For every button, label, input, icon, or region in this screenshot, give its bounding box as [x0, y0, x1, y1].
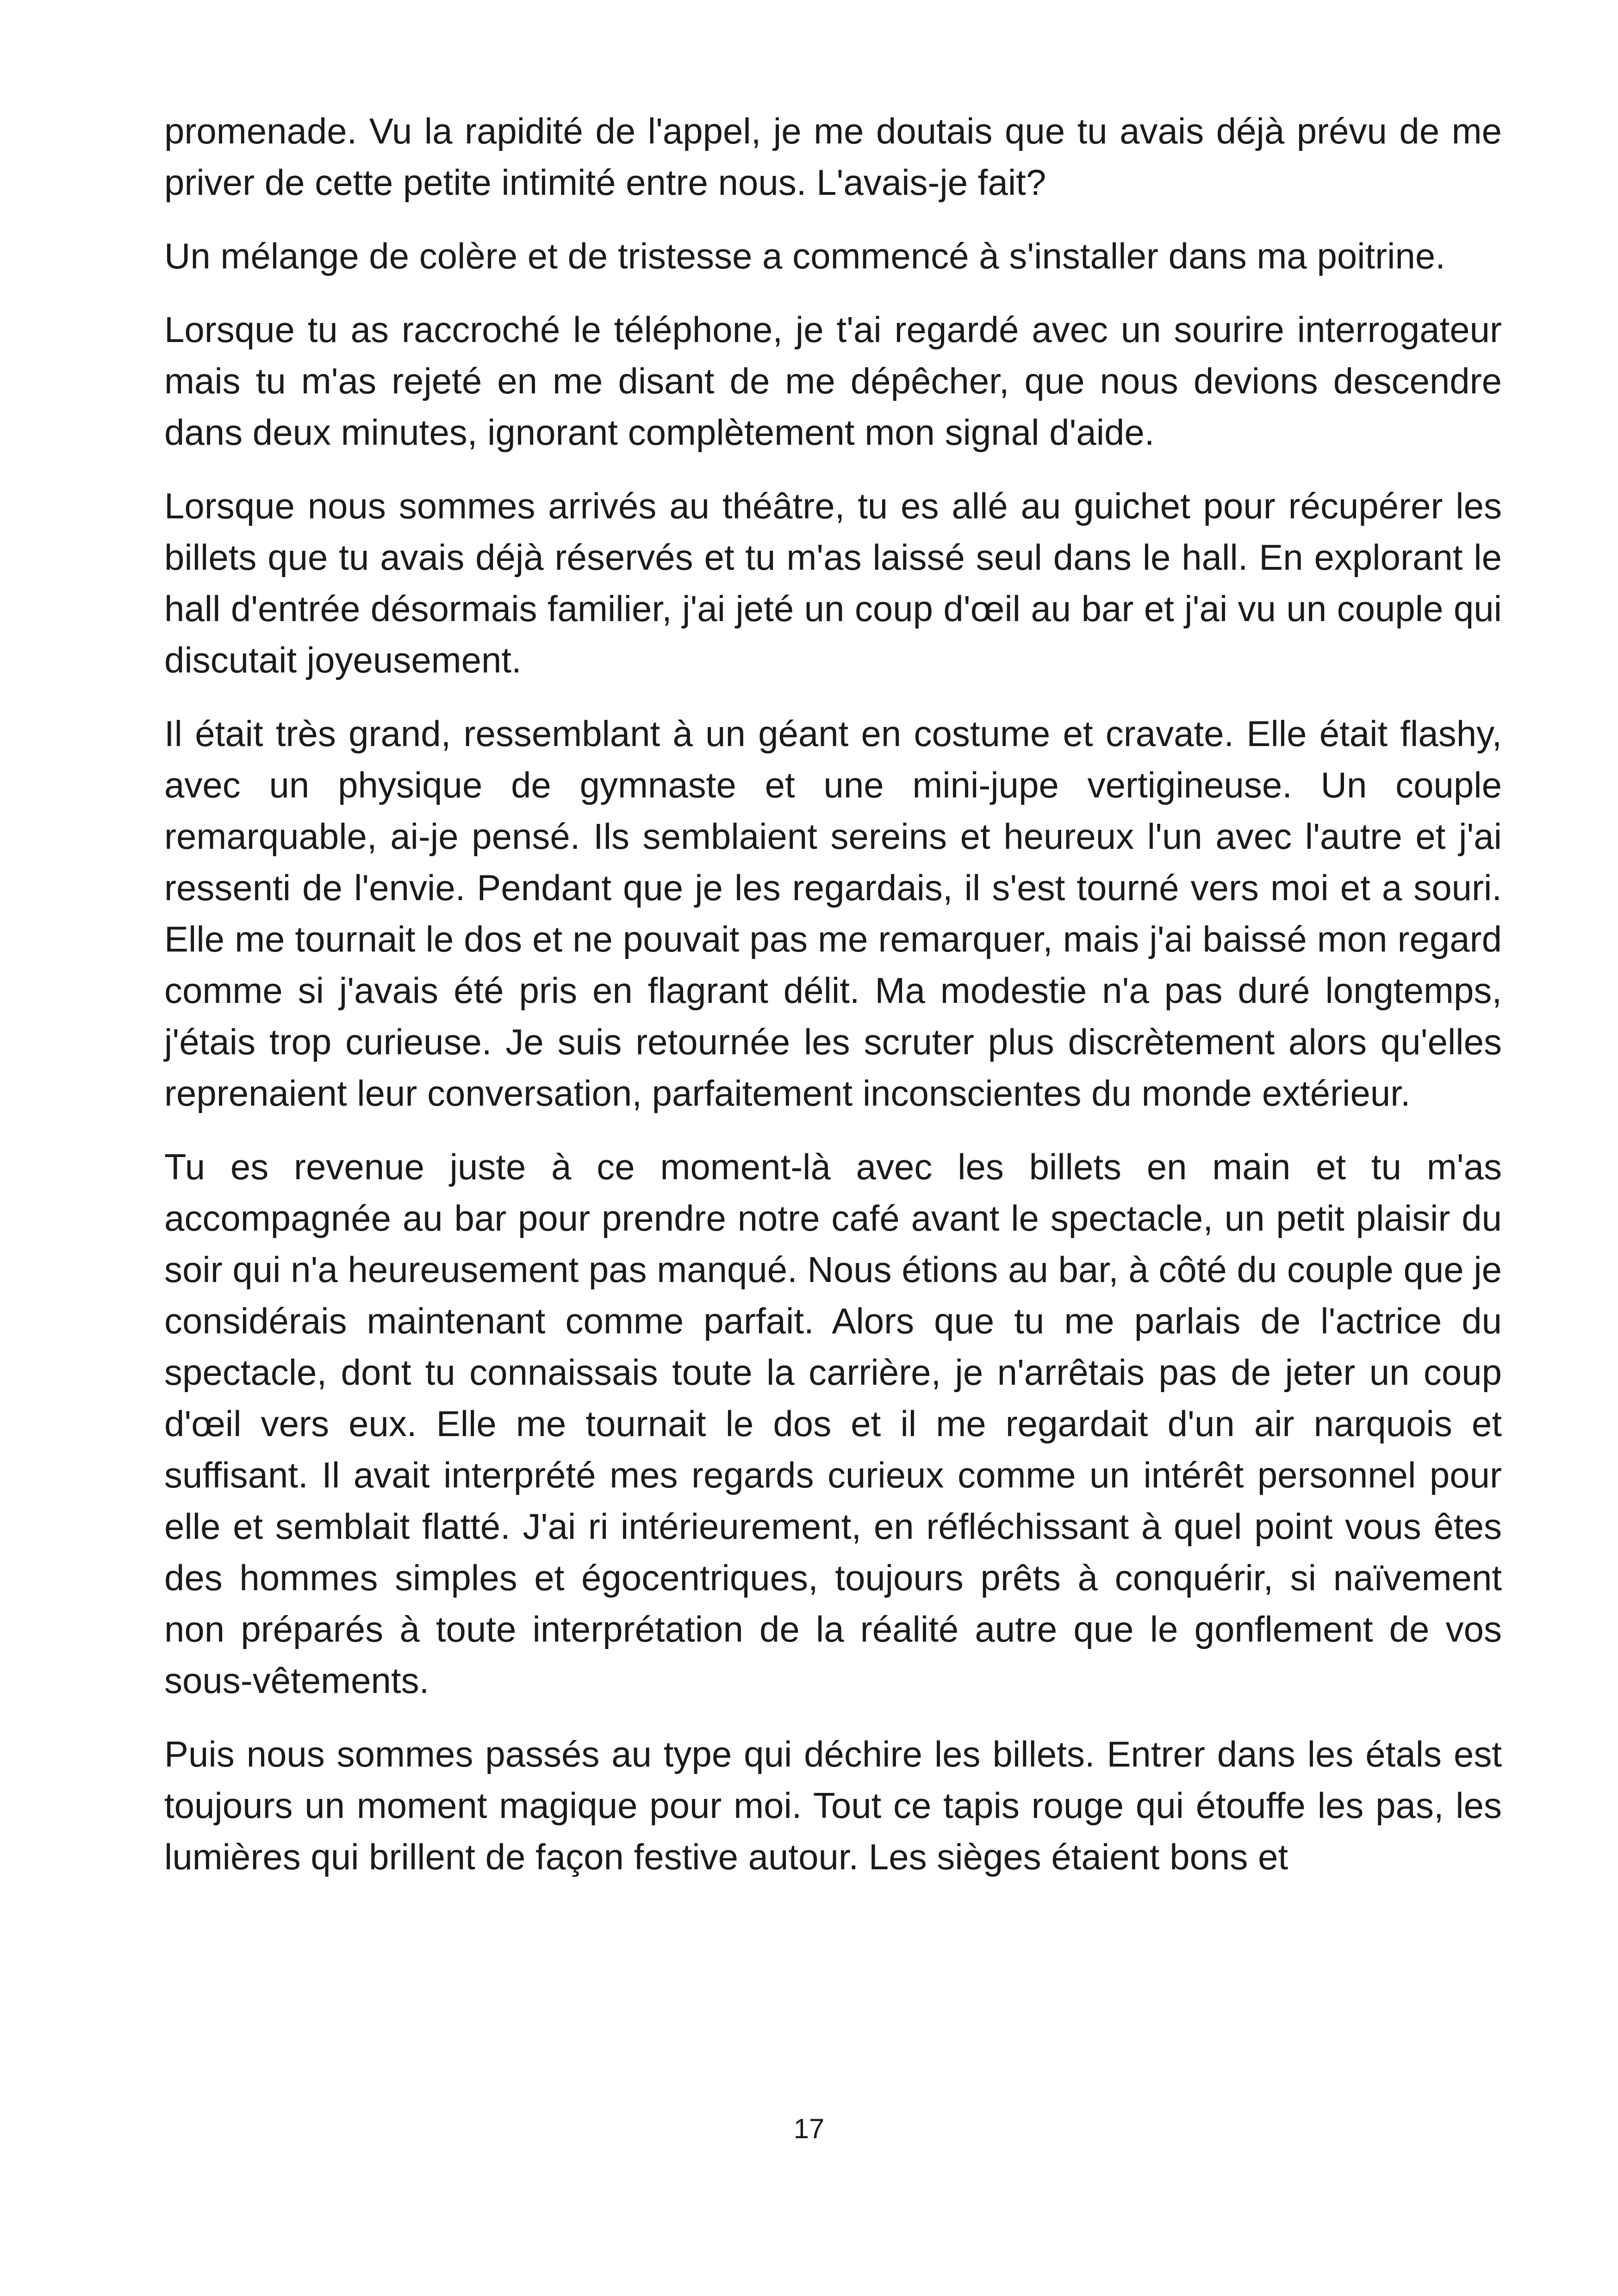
paragraph: Puis nous sommes passés au type qui déchire les billets. Entrer dans les étals est toujours un moment magique pour moi. Tout ce tapis rouge qui étouffe les pas, les lumières qui brillent de façon festive autour. Les sièges étaient bons et: [164, 1734, 1502, 1877]
body-text: [164, 106, 1502, 1905]
page-number: 17: [793, 2113, 825, 2144]
paragraph: Il était très grand, ressemblant à un géant en costume et cravate. Elle était flashy, avec un physique de gymnaste et une mini-jupe vertigineuse. Un couple remarquable, ai-je pensé. Ils semblaient sereins et heureux l'un avec l'autre et j'ai ressenti de l'envie. Pendant que je les regardais, il s'est tourné vers moi et a souri. Elle me tournait le dos et ne pouvait pas me remarquer, mais j'ai baissé mon regard comme si j'avais été pris en flagrant délit. Ma modestie n'a pas duré longtemps, j'étais trop curieuse. Je suis retournée les scruter plus discrètement alors qu'elles reprenaient leur conversation, parfaitement inconscientes du monde extérieur.: [164, 713, 1502, 1114]
paragraph: Lorsque tu as raccroché le téléphone, je t'ai regardé avec un sourire interrogateur mais tu m'as rejeté en me disant de me dépêcher, que nous devions descendre dans deux minutes, ignorant complètement mon signal d'aide.: [164, 309, 1502, 453]
paragraph: promenade. Vu la rapidité de l'appel, je me doutais que tu avais déjà prévu de me priver de cette petite intimité entre nous. L'avais-je fait?: [164, 111, 1502, 203]
paragraph: Tu es revenue juste à ce moment-là avec les billets en main et tu m'as accompagnée au bar pour prendre notre café avant le spectacle, un petit plaisir du soir qui n'a heureusement pas manqué. Nous étions au bar, à côté du couple que je considérais maintenant comme parfait. Alors que tu me parlais de l'actrice du spectacle, dont tu connaissais toute la carrière, je n'arrêtais pas de jeter un coup d'œil vers eux. Elle me tournait le dos et il me regardait d'un air narquois et suffisant. Il avait interprété mes regards curieux comme un intérêt personnel pour elle et semblait flatté. J'ai ri intérieurement, en réfléchissant à quel point vous êtes des hommes simples et égocentriques, toujours prêts à conquérir, si naïvement non préparés à toute interprétation de la réalité autre que le gonflement de vos sous-vêtements.: [164, 1146, 1502, 1701]
paragraph: Lorsque nous sommes arrivés au théâtre, tu es allé au guichet pour récupérer les billets que tu avais déjà réservés et tu m'as laissé seul dans le hall. En explorant le hall d'entrée désormais familier, j'ai jeté un coup d'œil au bar et j'ai vu un couple qui discutait joyeusement.: [164, 485, 1502, 680]
paragraph: Un mélange de colère et de tristesse a commencé à s'installer dans ma poitrine.: [164, 236, 1445, 276]
